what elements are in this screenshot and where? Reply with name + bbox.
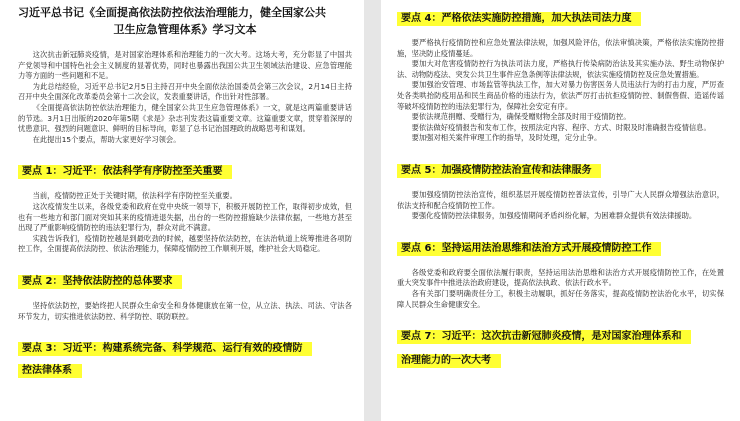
point-2-heading-text: 要点 2：坚持依法防控的总体要求 bbox=[18, 275, 182, 289]
intro-paragraph: 为此总结经验，习近平总书记2月5日主持召开中央全面依法治国委员会第三次会议，2月14日主持召开中央全面深化改革委员会第十二次会议，发表重要讲话，作出针对性部署。 bbox=[18, 81, 352, 102]
point-6-paragraph: 各级党委和政府要全面依法履行职责，坚持运用法治思维和法治方式开展疫情防控工作，在处置重大突发事件中推进法治政府建设，提高依法执政、依法行政水平。 bbox=[397, 267, 724, 288]
point-7-heading-line-2: 治理能力的一次大考 bbox=[397, 354, 501, 368]
point-7-heading bbox=[397, 324, 724, 344]
point-2-heading bbox=[18, 269, 352, 289]
page-divider bbox=[364, 0, 381, 421]
point-1-paragraph: 当前，疫情防控正处于关键时期，依法科学有序防控至关重要。 bbox=[32, 191, 237, 201]
point-5-paragraph: 要强化疫情防控法律服务，加强疫情期间矛盾纠纷化解，为困难群众提供有效法律援助。 bbox=[411, 211, 697, 221]
point-5-heading bbox=[397, 158, 724, 178]
document-title-line-2: 卫生应急管理体系》学习文本 bbox=[113, 23, 257, 36]
point-4-paragraph: 要依法做好疫情报告和发布工作，按照法定内容、程序、方式、时限及时准确报告疫情信息。 bbox=[411, 122, 711, 132]
right-document-page bbox=[381, 0, 740, 421]
point-5-paragraph: 要加强疫情防控法治宣传，组织基层开展疫情防控普法宣传，引导广大人民群众增强法治意识，依法支持和配合疫情防控工作。 bbox=[397, 189, 724, 210]
point-3-heading-continued bbox=[18, 358, 352, 378]
point-4-heading-text: 要点 4：严格依法实施防控措施，加大执法司法力度 bbox=[397, 12, 641, 26]
point-4-heading bbox=[397, 6, 724, 26]
point-7-heading-line-1: 要点 7：习近平：这次抗击新冠肺炎疫情，是对国家治理体系和 bbox=[397, 330, 691, 344]
intro-paragraph: 《全面提高依法防控依法治理能力，健全国家公共卫生应急管理体系》一文，就是这两篇重要讲话的节选。3月1日出版的2020年第5期《求是》杂志刊发表这篇重要文章。这篇重要文章，贯穿着深厚的忧患意识、强烈的问题意识、鲜明的目标导向，彰显了总书记治国理政的战略思考和谋划。 bbox=[18, 102, 352, 134]
point-1-paragraph: 这次疫情发生以来，各级党委和政府在党中央统一领导下，积极开展防控工作，取得初步成效，但也有一些地方和部门面对突如其来的疫情进退失据，出台的一些防控措施缺少法律依据，一些地方甚至出现了严重影响疫情防控的违法犯罪行为，群众对此不满意。 bbox=[18, 201, 352, 233]
point-5-heading-text: 要点 5：加强疫情防控法治宣传和法律服务 bbox=[397, 164, 601, 178]
document-title-line-1: 习近平总书记《全面提高依法防控依法治理能力，健全国家公共 bbox=[18, 6, 326, 19]
point-4-paragraph: 要严格执行疫情防控和应急处置法律法规，加强风险评估，依法审慎决策，严格依法实施防控措施，坚决防止疫情蔓延。 bbox=[397, 38, 724, 58]
point-4-paragraph: 要加强对相关案件审理工作的指导，及时处理，定分止争。 bbox=[411, 133, 602, 143]
point-1-heading-text: 要点 1：习近平：依法科学有序防控至关重要 bbox=[18, 165, 232, 179]
point-4-paragraph: 要加大对危害疫情防控行为执法司法力度，严格执行传染病防治法及其实施办法、野生动物保护法、动物防疫法、突发公共卫生事件应急条例等法律法规，依法实施疫情防控及应急处置措施。 bbox=[397, 59, 724, 79]
point-3-heading bbox=[18, 336, 352, 356]
point-7-heading-continued bbox=[397, 348, 724, 368]
point-1-heading bbox=[18, 159, 352, 179]
intro-paragraph: 在此提出15个要点，帮助大家更好学习领会。 bbox=[32, 134, 181, 144]
point-4-paragraph: 要加强治安管理、市场监管等执法工作，加大对暴力伤害医务人员违法行为的打击力度，严厉查处各类哄抬防疫用品和民生商品价格的违法行为，依法严厉打击抗拒疫情防控、制假售假、造谣传谣等破坏疫情防控的违法犯罪行为，保障社会安定有序。 bbox=[397, 80, 724, 111]
point-2-paragraph: 坚持依法防控，要始终把人民群众生命安全和身体健康放在第一位，从立法、执法、司法、守法各环节发力，切实推进依法防控、科学防控、联防联控。 bbox=[18, 300, 352, 321]
point-6-heading-text: 要点 6：坚持运用法治思维和法治方式开展疫情防控工作 bbox=[397, 242, 661, 256]
point-4-paragraph: 要依法规范捐赠、受赠行为，确保受赠财物全部及时用于疫情防控。 bbox=[411, 112, 631, 122]
intro-paragraph: 这次抗击新冠肺炎疫情，是对国家治理体系和治理能力的一次大考。这场大考，充分彰显了中国共产党领导和中国特色社会主义制度的显著优势，同时也暴露出我国公共卫生领域法治建设、应急管理能力等方面的一些问题和不足。 bbox=[18, 50, 352, 81]
point-6-paragraph: 各有关部门要明确责任分工，积极主动履职，抓好任务落实，提高疫情防控法治化水平，切实保障人民群众生命健康安全。 bbox=[397, 288, 724, 309]
point-6-heading bbox=[397, 236, 724, 256]
point-1-paragraph: 实践告诉我们，疫情防控越是到最吃劲的时候，越要坚持依法防控，在法治轨道上统筹推进各项防控工作，全面提高依法防控、依法治理能力，保障疫情防控工作顺利开展，维护社会大局稳定。 bbox=[18, 233, 352, 254]
left-document-page bbox=[0, 0, 364, 421]
point-3-heading-line-2: 控法律体系 bbox=[18, 364, 82, 378]
point-3-heading-line-1: 要点 3：习近平：构建系统完备、科学规范、运行有效的疫情防 bbox=[18, 342, 312, 356]
